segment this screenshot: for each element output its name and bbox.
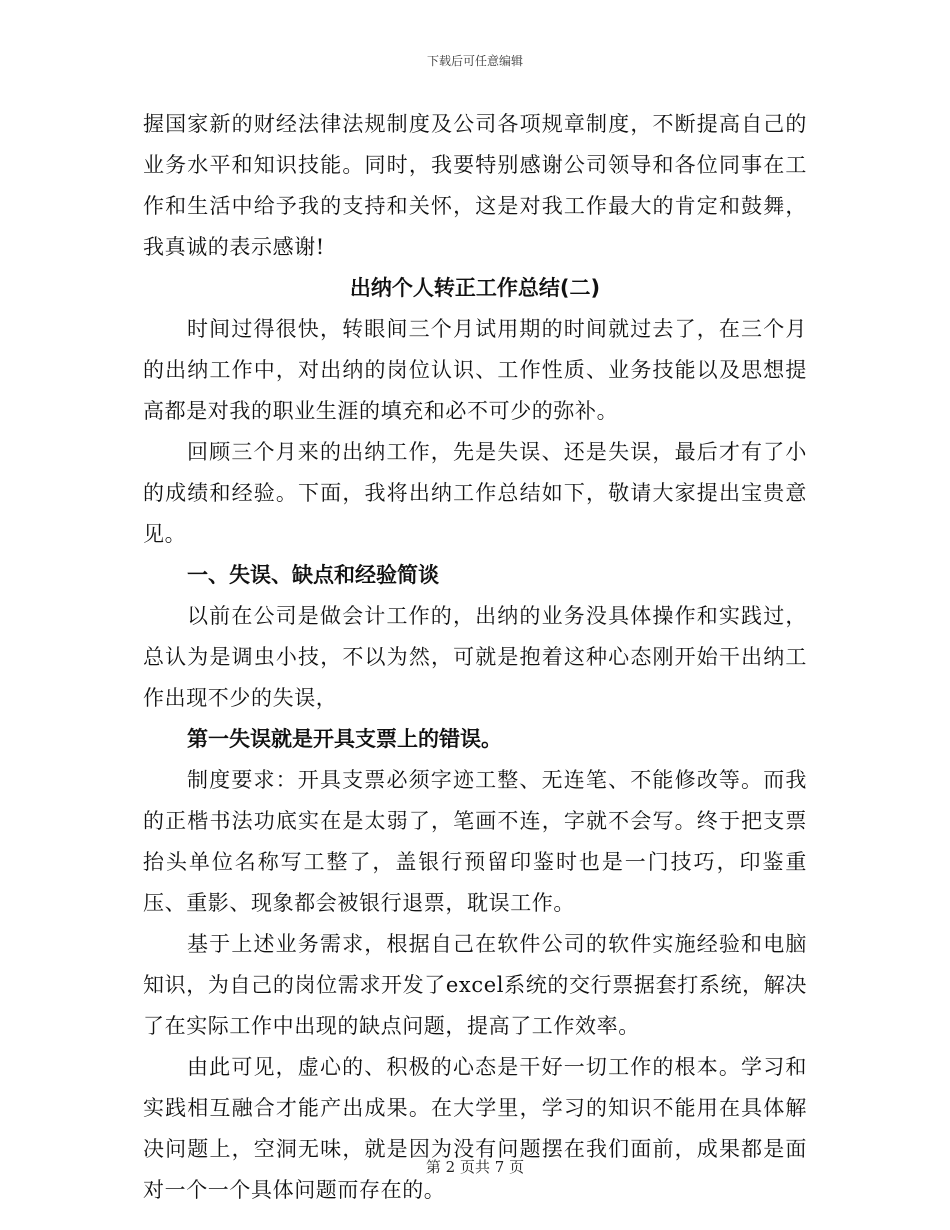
heading-first-mistake: 第一失误就是开具支票上的错误。: [187, 727, 502, 751]
paragraph-before: 以前在公司是做会计工作的，出纳的业务没具体操作和实践过，总认为是调虫小技，不以为然，可就是抱着这种心态刚开始干出纳工作出现不少的失误，: [143, 604, 807, 710]
paragraph-rules: 制度要求：开具支票必须字迹工整、无连笔、不能修改等。而我的正楷书法功底实在是太弱了，笔画不连，字就不会写。终于把支票抬头单位名称写工整了，盖银行预留印鉴时也是一门技巧，印鉴重压、重影、现象都会被银行退票，耽误工作。: [143, 768, 807, 915]
paragraph-conclusion: 由此可见，虚心的、积极的心态是干好一切工作的根本。学习和实践相互融合才能产出成果。在大学里，学习的知识不能用在具体解决问题上，空洞无味，就是因为没有问题摆在我们面前，成果都是面对一个一个具体问题而存在的。: [143, 1055, 807, 1202]
paragraph-continuation: 握国家新的财经法律法规制度及公司各项规章制度，不断提高自己的业务水平和知识技能。同时，我要特别感谢公司领导和各位同事在工作和生活中给予我的支持和关怀，这是对我工作最大的肯定和鼓舞，我真诚的表示感谢!: [143, 112, 807, 259]
paragraph-review: 回顾三个月来的出纳工作，先是失误、还是失误，最后才有了小的成绩和经验。下面，我将出纳工作总结如下，敬请大家提出宝贵意见。: [143, 440, 807, 546]
paragraph-excel: 基于上述业务需求，根据自己在软件公司的软件实施经验和电脑知识，为自己的岗位需求开发了excel系统的交行票据套打系统，解决了在实际工作中出现的缺点问题，提高了工作效率。: [143, 932, 807, 1038]
paragraph-intro: 时间过得很快，转眼间三个月试用期的时间就过去了，在三个月的出纳工作中，对出纳的岗位认识、工作性质、业务技能以及思想提高都是对我的职业生涯的填充和必不可少的弥补。: [143, 317, 807, 423]
page-header: 下载后可任意编辑: [426, 54, 523, 68]
heading-mistakes: 一、失误、缺点和经验简谈: [187, 563, 439, 587]
document-body: [143, 104, 807, 1211]
section-title: 出纳个人转正工作总结(二): [349, 276, 601, 300]
page-number: 第 2 页共 7 页: [425, 1158, 525, 1176]
